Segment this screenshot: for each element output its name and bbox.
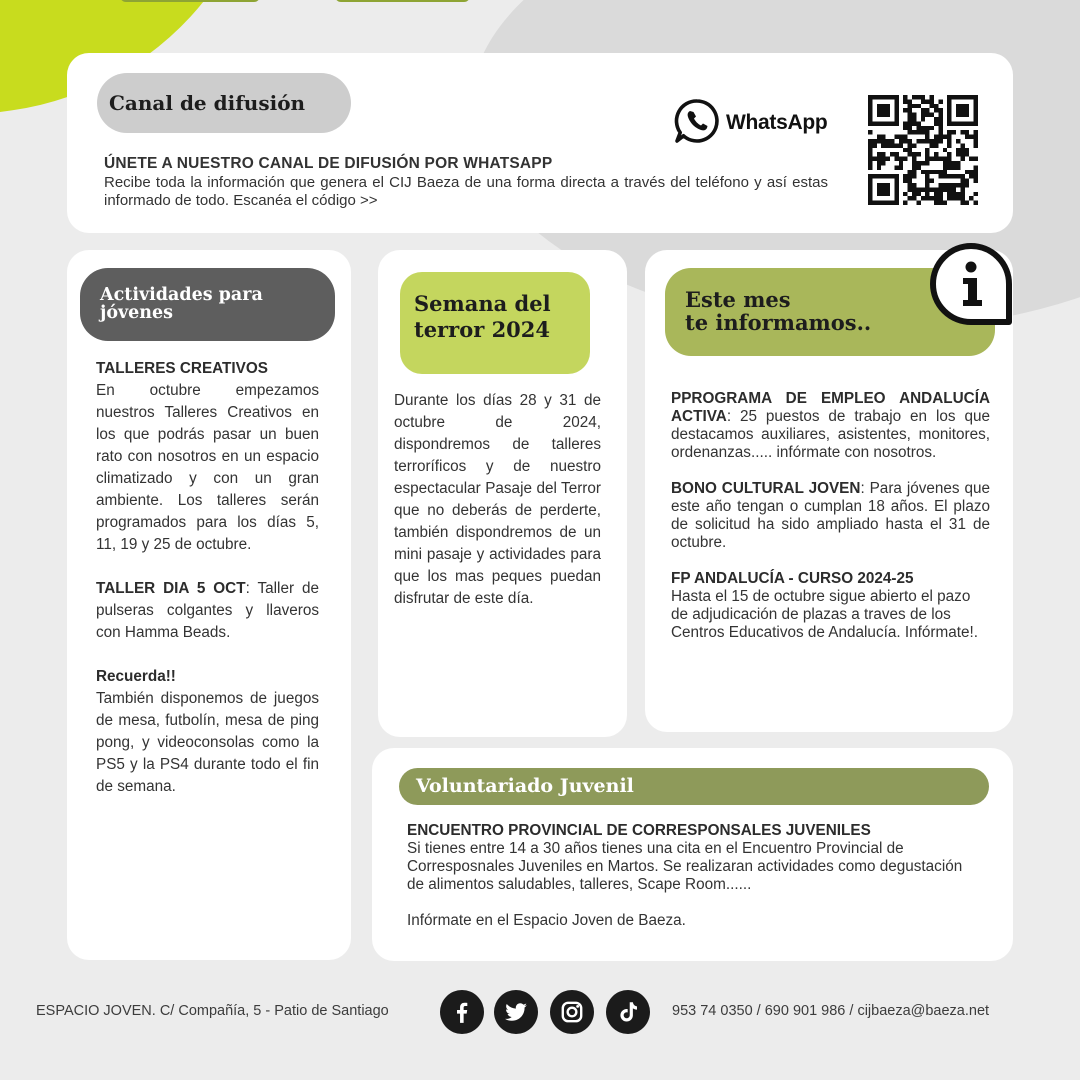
volunteer-text: Si tienes entre 14 a 30 años tienes una cita en el Encuentro Provincial de Corresposnales Juveniles en Martos. Se realizaran actividades como degustación de alimentos saludables, talleres, Scape Room......: [407, 840, 963, 893]
fp-title: FP ANDALUCÍA - CURSO 2024-25: [671, 570, 914, 587]
reminder-text: También disponemos de juegos de mesa, futbolín, mesa de ping pong, y videoconsolas como la PS5 y la PS4 durante todo el fin de semana.: [96, 690, 319, 795]
workshops-title: TALLERES CREATIVOS: [96, 360, 268, 377]
volunteer-heading: ENCUENTRO PROVINCIAL DE CORRESPONSALES JUVENILES: [407, 822, 871, 839]
volunteer-badge: Voluntariado Juvenil: [399, 768, 989, 805]
workshop-day-text: : Taller de pulseras colgantes y llaveros con Hamma Beads.: [96, 580, 319, 641]
twitter-icon[interactable]: [494, 990, 538, 1034]
instagram-icon[interactable]: [550, 990, 594, 1034]
info-body: [671, 390, 990, 660]
info-icon: [927, 240, 1017, 330]
activities-body: [96, 358, 319, 820]
facebook-icon[interactable]: [440, 990, 484, 1034]
info-badge-line1: Este mes: [685, 287, 791, 312]
terror-week-card: [378, 250, 627, 737]
footer-address: ESPACIO JOVEN. C/ Compañía, 5 - Patio de Santiago: [36, 1003, 389, 1019]
volunteer-card: [372, 748, 1013, 961]
volunteer-footer-text: Infórmate en el Espacio Joven de Baeza.: [407, 912, 686, 929]
culture-bonus-text: : Para jóvenes que este año tengan o cumplan 18 años. El plazo de solicitud ha sido ampliado hasta el 31 de octubre.: [671, 480, 990, 551]
whatsapp-label: WhatsApp: [726, 111, 828, 134]
fp-text: Hasta el 15 de octubre sigue abierto el pazo de adjudicación de plazas a traves de los Centros Educativos de Andalucía. Infórmate!.: [671, 588, 978, 641]
background-accent-tab: [120, 0, 260, 2]
channel-heading: ÚNETE A NUESTRO CANAL DE DIFUSIÓN POR WHATSAPP: [104, 155, 553, 172]
qr-code[interactable]: [868, 95, 978, 205]
info-card: [645, 250, 1013, 732]
reminder-title: Recuerda!!: [96, 668, 176, 685]
whatsapp-icon: [673, 97, 721, 145]
activities-badge: Actividades para jóvenes: [80, 268, 335, 341]
tiktok-icon[interactable]: [606, 990, 650, 1034]
background-accent-tab: [335, 0, 470, 2]
employment-title: PPROGRAMA DE EMPLEO ANDALUCÍA ACTIVA: [671, 390, 990, 425]
employment-text: : 25 puestos de trabajo en los que destacamos auxiliares, asistentes, monitores, ordenanzas..... infórmate con nosotros.: [671, 408, 990, 461]
volunteer-body: [407, 822, 982, 930]
info-badge-line2: te informamos..: [685, 310, 872, 335]
workshop-day-title: TALLER DIA 5 OCT: [96, 580, 246, 597]
culture-bonus-title: BONO CULTURAL JOVEN: [671, 480, 861, 497]
terror-week-badge: Semana del terror 2024: [400, 272, 590, 374]
channel-badge: Canal de difusión: [97, 73, 351, 133]
channel-description: Recibe toda la información que genera el CIJ Baeza de una forma directa a través del teléfono y así estas informado de todo. Escanéa el código >>: [104, 174, 828, 209]
terror-week-text: Durante los días 28 y 31 de octubre de 2024, dispondremos de talleres terroríficos y de nuestro espectacular Pasaje del Terror que no deberás de perderte, también dispondremos de un mini pasaje y actividades para que los mas peques puedan disfrutar de este día.: [394, 392, 601, 607]
activities-card: [67, 250, 351, 960]
workshops-text: En octubre empezamos nuestros Talleres Creativos en los que podrás pasar un buen rato con nosotros en un espacio climatizado y con un gran ambiente. Los talleres serán programados para los días 5, 11, 19 y 25 de octubre.: [96, 382, 319, 553]
whatsapp-channel-card: [67, 53, 1013, 233]
footer-contact: 953 74 0350 / 690 901 986 / cijbaeza@baeza.net: [672, 1003, 990, 1019]
